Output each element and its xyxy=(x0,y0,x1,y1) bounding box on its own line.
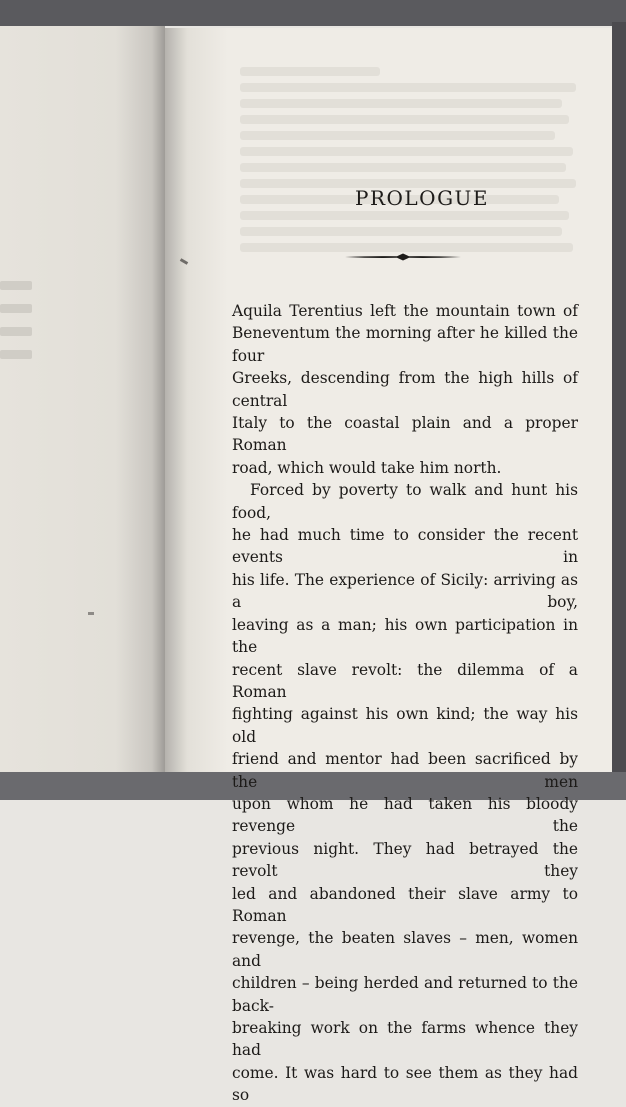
scan-right-edge xyxy=(612,22,626,774)
text-line: his life. The experience of Sicily: arriving as a boy, xyxy=(232,570,578,612)
text-line: children – being herded and returned to the back- xyxy=(232,974,578,1015)
text-line: Aquila Terentius left the mountain town of xyxy=(232,302,578,320)
text-line: revenge, the beaten slaves – men, women and xyxy=(232,929,578,970)
text-line: road, which would take him north. xyxy=(232,458,502,477)
text-line: Beneventum the morning after he killed the four xyxy=(232,324,578,365)
text-line: fighting against his own kind; the way his old xyxy=(232,705,578,746)
text-line: Greeks, descending from the high hills of central xyxy=(232,369,578,410)
text-line: recent slave revolt: the dilemma of a Roman xyxy=(232,660,578,701)
text-line: breaking work on the farms whence they had xyxy=(232,1019,578,1060)
text-line: come. It was hard to see them as they had so xyxy=(232,1063,578,1105)
text-line: he had much time to consider the recent events in xyxy=(232,526,578,567)
text-line: friend and mentor had been sacrificed by the men xyxy=(232,750,578,791)
text-line: previous night. They had betrayed the revolt they xyxy=(232,839,578,881)
ornamental-rule-icon xyxy=(345,252,461,262)
scan-speck xyxy=(88,612,94,615)
body-text xyxy=(232,300,578,1107)
text-line: Italy to the coastal plain and a proper Roman xyxy=(232,414,578,455)
text-line: leaving as a man; his own participation in the xyxy=(232,615,578,657)
text-line: upon whom he had taken his bloody revenge the xyxy=(232,794,578,836)
text-line: led and abandoned their slave army to Roman xyxy=(232,884,578,925)
left-page-bleed-through xyxy=(0,266,40,396)
text-line: Forced by poverty to walk and hunt his food, xyxy=(232,481,578,522)
left-page xyxy=(0,26,165,772)
scan-top-edge xyxy=(0,0,626,26)
chapter-title: PROLOGUE xyxy=(354,186,490,210)
